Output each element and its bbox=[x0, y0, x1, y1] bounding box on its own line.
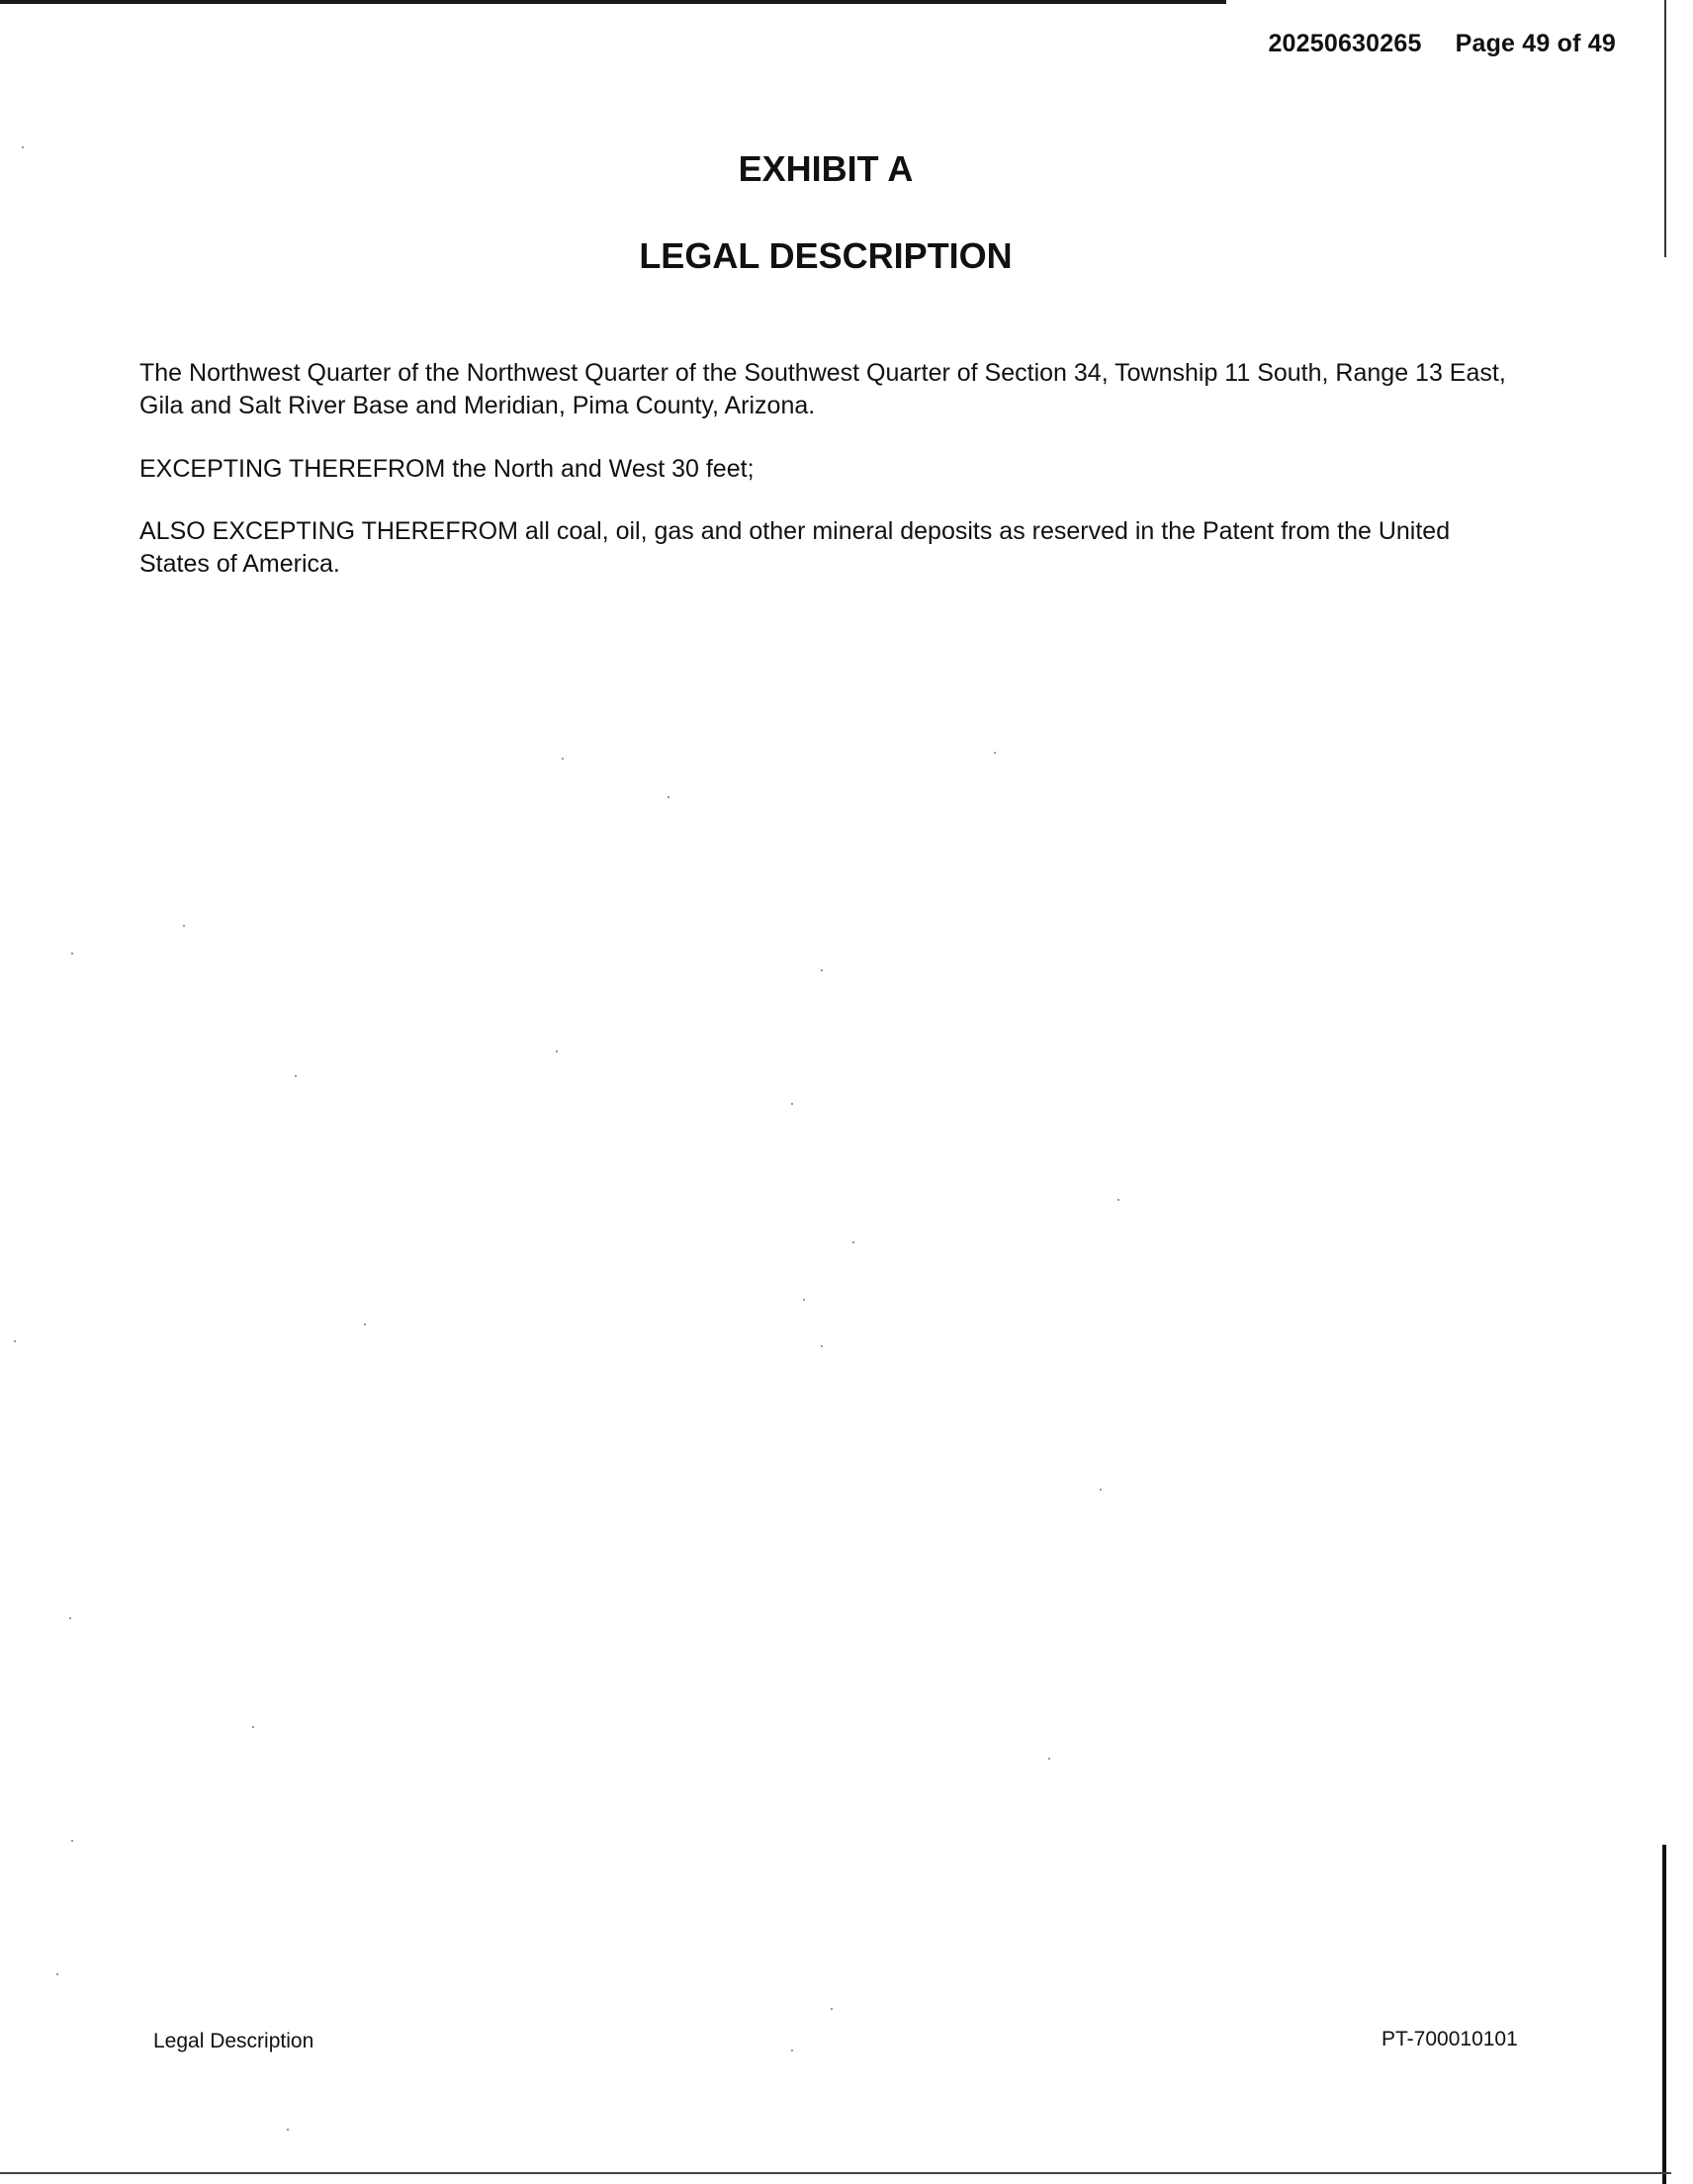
scan-edge-bottom bbox=[0, 2172, 1671, 2174]
scan-edge-right bbox=[1664, 0, 1666, 257]
scan-speck bbox=[803, 1299, 805, 1301]
scan-speck bbox=[821, 1345, 823, 1347]
scan-speck bbox=[71, 953, 73, 955]
scan-speck bbox=[668, 796, 669, 798]
page-number: Page 49 of 49 bbox=[1455, 30, 1616, 57]
scan-speck bbox=[831, 2008, 833, 2010]
legal-description-paragraph: The Northwest Quarter of the Northwest Quarter of the Southwest Quarter of Section 34, Township 11 South, Range 13 East, Gila and Salt River Base and Meridian, Pima County, Arizona. bbox=[139, 359, 1506, 419]
scan-speck bbox=[295, 1075, 297, 1077]
footer-code: PT-700010101 bbox=[1381, 2028, 1518, 2050]
scan-speck bbox=[556, 1050, 558, 1052]
scan-speck bbox=[1048, 1758, 1050, 1760]
footer-label: Legal Description bbox=[153, 2030, 314, 2052]
mineral-exception-paragraph: ALSO EXCEPTING THEREFROM all coal, oil, gas and other mineral deposits as reserved in the Patent from the United States of America. bbox=[139, 517, 1451, 578]
scan-speck bbox=[71, 1840, 73, 1842]
scan-speck bbox=[22, 146, 24, 148]
scan-speck bbox=[364, 1323, 366, 1325]
page-header bbox=[1268, 30, 1616, 58]
scan-speck bbox=[287, 2129, 289, 2131]
scan-speck bbox=[183, 925, 185, 927]
document-number: 20250630265 bbox=[1268, 30, 1422, 57]
section-title: LEGAL DESCRIPTION bbox=[639, 235, 1013, 276]
scan-speck bbox=[791, 1103, 793, 1105]
exception-paragraph: EXCEPTING THEREFROM the North and West 30 feet; bbox=[139, 455, 755, 483]
scan-speck bbox=[69, 1617, 71, 1619]
scan-speck bbox=[1100, 1489, 1102, 1491]
scan-speck bbox=[562, 758, 564, 760]
scan-speck bbox=[14, 1340, 16, 1342]
exhibit-title: EXHIBIT A bbox=[738, 148, 914, 189]
scan-speck bbox=[852, 1241, 854, 1243]
scan-speck bbox=[1117, 1199, 1119, 1201]
scan-speck bbox=[791, 2049, 793, 2051]
scan-edge-right-lower bbox=[1662, 1845, 1666, 2184]
scan-speck bbox=[252, 1726, 254, 1728]
scan-edge-top bbox=[0, 0, 1226, 4]
scan-speck bbox=[994, 752, 996, 754]
scan-speck bbox=[56, 1973, 58, 1975]
scan-speck bbox=[821, 969, 823, 971]
